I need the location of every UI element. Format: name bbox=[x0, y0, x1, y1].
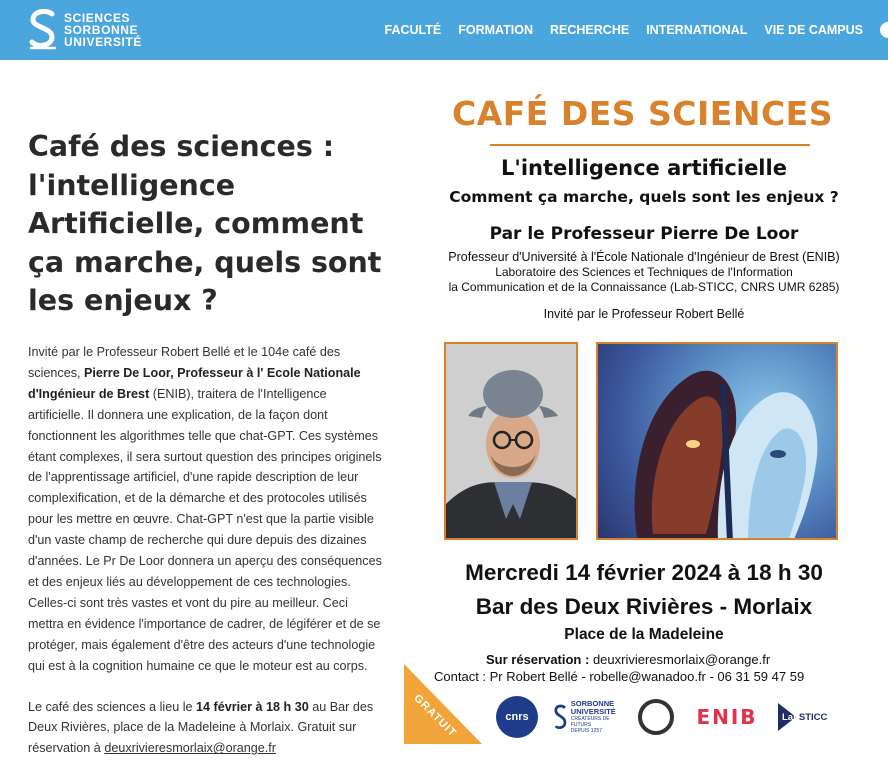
speaker-portrait-icon bbox=[446, 344, 578, 540]
p2-date: 14 février à 18 h 30 bbox=[196, 699, 309, 714]
p1-intro: Invité par le Professeur Robert Bellé et le 104e café des sciences, bbox=[28, 345, 341, 380]
poster-reservation bbox=[486, 652, 770, 667]
p2-rest: au Bar des Deux Rivières, place de la Madeleine à Morlaix. Gratuit sur réservation à bbox=[28, 699, 374, 756]
p1-rest: (ENIB), traitera de l'Intelligence artificielle. Il donnera une explication, de la façon dont fonctionnent les algorithmes telle que chat-GPT. Ces systèmes étant complexes, il sera surtout question des principes originels de l'apprentissage artificiel, d'une rapide description de leur complexification, et de la démarche et des protocoles utilisés pour les mettre en œuvre. Chat-GPT n'est que la partie visible d'un vaste champ de recherche qui dure depuis des dizaines d'années. Le Pr De Loor donnera un aperçu des conséquences et des enjeux liés au développement de ces technologies. Celles-ci sont très vastes et vont du pire au meilleur. Ceci mettra en évidence l'importance de cadrer, de légiférer et de se protéger, mais également d'être des acteurs d'une technologie qui est à la cognition humaine ce que le moteur est au corps. bbox=[28, 386, 382, 673]
lab-sticc-logo bbox=[778, 696, 844, 738]
sorbonne-universite-logo bbox=[554, 696, 626, 738]
top-navigation-bar bbox=[0, 0, 888, 60]
event-poster bbox=[400, 84, 888, 768]
poster-title: CAFÉ DES SCIENCES bbox=[452, 94, 833, 133]
p1-speaker: Pierre De Loor, Professeur à l' Ecole Nationale d'Ingénieur de Brest bbox=[28, 365, 361, 401]
poster-date: Mercredi 14 février 2024 à 18 h 30 bbox=[465, 560, 823, 585]
poster-affiliation-3: la Communication et de la Connaissance (Lab-STICC, CNRS UMR 6285) bbox=[448, 280, 840, 294]
poster-reservation-email: deuxrivieresmorlaix@orange.fr bbox=[589, 652, 771, 667]
nav-item-recherche[interactable]: RECHERCHE bbox=[550, 23, 630, 37]
poster-invite: Invité par le Professeur Robert Bellé bbox=[543, 307, 745, 321]
logo-line-1: SCIENCES bbox=[64, 11, 131, 25]
su-line-4: DEPUIS 1257 bbox=[570, 728, 602, 734]
article-paragraph-1 bbox=[28, 342, 386, 677]
logo-line-3: UNIVERSITÉ bbox=[64, 35, 143, 49]
poster-question: Comment ça marche, quels sont les enjeux ? bbox=[449, 188, 839, 206]
circular-seal-logo-icon bbox=[638, 699, 674, 735]
article-title: Café des sciences : l'intelligence Artificielle, comment ça marche, quels sont les enjeux ? bbox=[28, 130, 382, 317]
poster-subtitle: L'intelligence artificielle bbox=[501, 156, 787, 180]
lab-sticc-lab: Lab bbox=[782, 711, 799, 723]
ai-faces-illustration-icon bbox=[598, 344, 838, 540]
nav-more-icon[interactable] bbox=[880, 22, 888, 38]
poster-contact: Contact : Pr Robert Bellé - robelle@wanadoo.fr - 06 31 59 47 59 bbox=[434, 669, 805, 684]
p2-intro: Le café des sciences a lieu le bbox=[28, 699, 197, 714]
speaker-photo bbox=[444, 342, 578, 540]
partner-logos bbox=[496, 696, 846, 740]
reservation-email-link[interactable]: deuxrivieresmorlaix@orange.fr bbox=[104, 741, 276, 756]
poster-square: Place de la Madeleine bbox=[564, 626, 724, 643]
sorbonne-s-logo-icon bbox=[28, 8, 58, 52]
nav-item-faculte[interactable]: FACULTÉ bbox=[384, 23, 442, 37]
main-nav bbox=[385, 22, 888, 38]
poster-affiliation-1: Professeur d'Université à l'École Nationale d'Ingénieur de Brest (ENIB) bbox=[448, 250, 840, 264]
lab-sticc-sticc: STICC bbox=[798, 711, 828, 723]
article-body bbox=[28, 342, 386, 768]
poster-reservation-label: Sur réservation : bbox=[486, 652, 590, 667]
sorbonne-universite-text bbox=[571, 700, 626, 734]
enib-logo: ENIB bbox=[696, 705, 758, 729]
nav-item-international[interactable]: INTERNATIONAL bbox=[646, 23, 748, 37]
su-line-1: SORBONNE bbox=[570, 699, 615, 708]
logo-line-2: SORBONNE bbox=[64, 23, 139, 37]
ai-face-image bbox=[596, 342, 838, 540]
gratuit-label: GRATUIT bbox=[411, 692, 459, 740]
nav-item-formation[interactable]: FORMATION bbox=[458, 23, 534, 37]
poster-affiliation-2: Laboratoire des Sciences et Techniques de l'Information bbox=[495, 265, 793, 279]
cnrs-logo: cnrs bbox=[496, 696, 538, 738]
su-line-2: UNIVERSITÉ bbox=[570, 707, 616, 716]
lab-sticc-text bbox=[782, 712, 827, 723]
su-line-3: CRÉATEURS DE FUTURS bbox=[570, 716, 610, 728]
logo-text bbox=[64, 12, 142, 48]
nav-item-vie-de-campus[interactable]: VIE DE CAMPUS bbox=[764, 23, 863, 37]
poster-title-underline bbox=[490, 144, 810, 146]
poster-speaker: Par le Professeur Pierre De Loor bbox=[489, 224, 799, 244]
poster-venue: Bar des Deux Rivières - Morlaix bbox=[475, 594, 813, 619]
article-paragraph-2 bbox=[28, 697, 386, 760]
sorbonne-s-icon bbox=[554, 703, 567, 731]
sciences-sorbonne-logo[interactable] bbox=[28, 8, 142, 52]
